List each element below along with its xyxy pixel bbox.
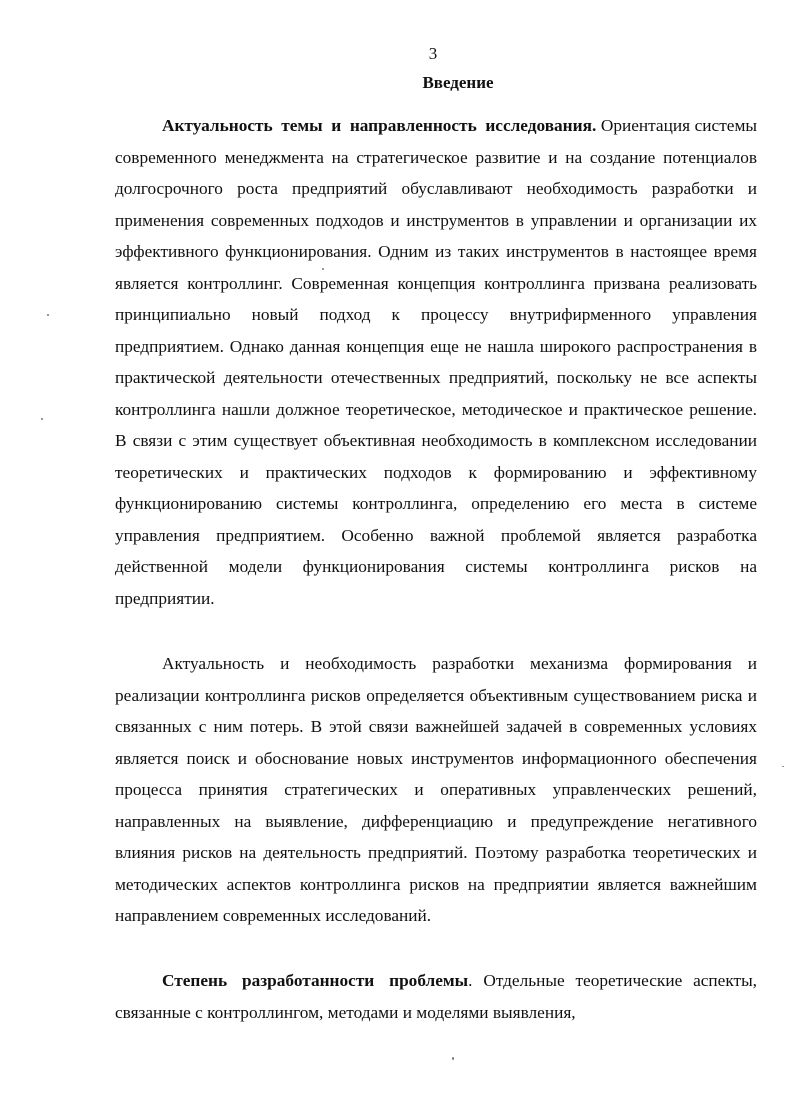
scan-speck — [452, 1057, 454, 1060]
paragraph-relevance — [115, 110, 757, 614]
paragraph-text — [115, 648, 757, 932]
page-number: 3 — [428, 44, 438, 63]
scan-speck — [782, 766, 784, 767]
paragraph-body: Актуальность и необходимость разработки механизма формирования и реализации контроллинга рисков определяется объективным существованием риска и связанных с ним потерь. В этой связи важнейшей задачей в современных условиях является поиск и обоснование новых инструментов информационного обеспечения процесса принятия стратегических и оперативных управленческих решений, направленных на выявление, дифференциацию и предупреждение негативного влияния рисков на деятельность предприятий. Поэтому разработка теоретических и методических аспектов контроллинга рисков на предприятии является важнейшим направлением современных исследований. — [115, 654, 757, 925]
paragraph-body: . Отдельные теоретические аспекты, связанные с контроллингом, методами и моделями выявления, — [115, 971, 757, 1022]
paragraph-text — [115, 110, 757, 614]
scan-speck — [322, 268, 324, 270]
paragraph-necessity — [115, 648, 757, 932]
paragraph-lead: Актуальность темы и направленность исследования. — [162, 116, 597, 135]
scan-speck — [41, 418, 43, 420]
paragraph-development-degree — [115, 965, 757, 1028]
paragraph-body: Ориентация системы современного менеджмента на стратегическое развитие и на создание потенциалов долгосрочного роста предприятий обуславливают необходимость разработки и применения современных подходов и инструментов в управлении и организации их эффективного функционирования. Одним из таких инструментов в настоящее время является контроллинг. Современная концепция контроллинга призвана реализовать принципиально новый подход к процессу внутрифирменного управления предприятием. Однако данная концепция еще не нашла широкого распространения в практической деятельности отечественных предприятий, поскольку не все аспекты контроллинга нашли должное теоретическое, методическое и практическое решение. В связи с этим существует объективная необходимость в комплексном исследовании теоретических и практических подходов к формированию и эффективному функционированию системы контроллинга, определению его места в системе управления предприятием. Особенно важной проблемой является разработка действенной модели функционирования системы контроллинга рисков на предприятии. — [115, 116, 757, 608]
paragraph-lead: Степень разработанности проблемы — [162, 971, 469, 990]
page-heading: Введение — [422, 73, 494, 92]
paragraph-text — [115, 965, 757, 1028]
scan-speck — [47, 314, 49, 316]
